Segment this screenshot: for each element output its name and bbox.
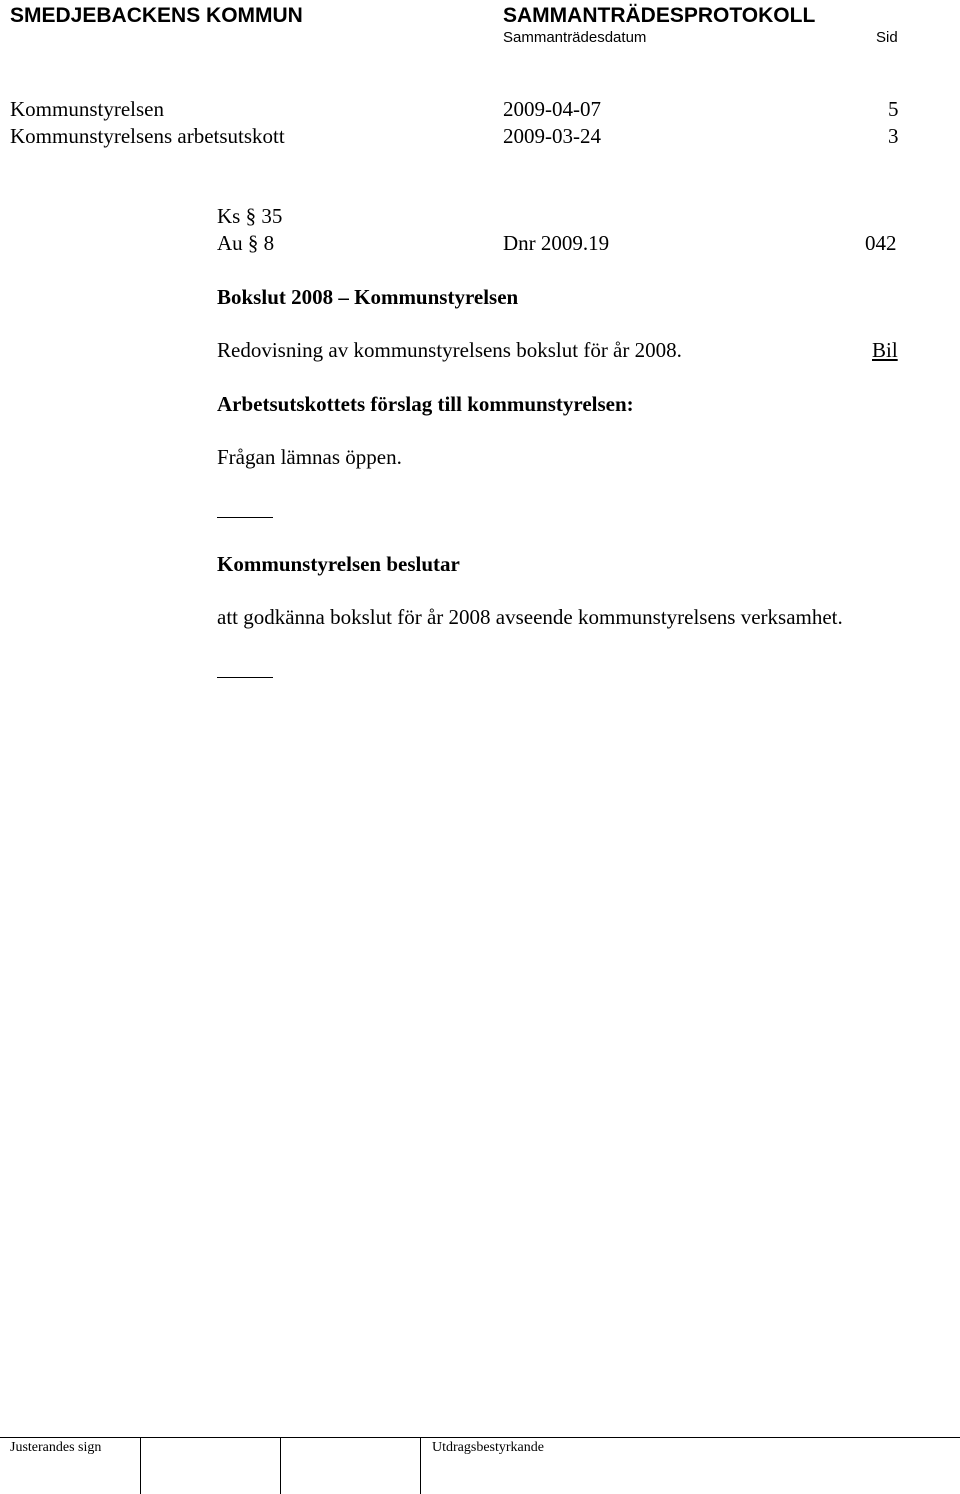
case-description: Redovisning av kommunstyrelsens bokslut för år 2008. [217, 338, 682, 362]
attachment-link[interactable]: Bil [872, 338, 898, 362]
footer-rule [0, 1437, 960, 1438]
proposal-heading: Arbetsutskottets förslag till kommunstyrelsen: [217, 392, 634, 416]
proposal-text: Frågan lämnas öppen. [217, 445, 402, 469]
ks-number: 35 [261, 204, 283, 228]
au-paragraph [217, 231, 274, 256]
document-type: SAMMANTRÄDESPROTOKOLL [503, 4, 816, 27]
section-sign: § [247, 231, 259, 255]
separator-rule [217, 517, 273, 518]
date-column-label: Sammanträdesdatum [503, 29, 647, 46]
au-prefix: Au [217, 231, 243, 255]
separator-rule [217, 677, 273, 678]
sign-label: Justerandes sign [10, 1440, 102, 1455]
meeting-date-2: 2009-03-24 [503, 124, 601, 148]
section-sign: § [245, 204, 257, 228]
au-number: 8 [263, 231, 275, 255]
footer-divider [280, 1438, 281, 1494]
municipality-name: SMEDJEBACKENS KOMMUN [10, 4, 303, 27]
meeting-body-2: Kommunstyrelsens arbetsutskott [10, 124, 285, 148]
ks-prefix: Ks [217, 204, 241, 228]
footer-divider [140, 1438, 141, 1494]
page-column-label: Sid [876, 29, 898, 46]
meeting-page-1: 5 [888, 97, 899, 121]
meeting-body-1: Kommunstyrelsen [10, 97, 164, 121]
diary-number: Dnr 2009.19 [503, 231, 610, 255]
ks-paragraph [217, 204, 282, 229]
decision-text: att godkänna bokslut för år 2008 avseende kommunstyrelsens verksamhet. [217, 605, 843, 629]
decision-heading: Kommunstyrelsen beslutar [217, 552, 460, 576]
case-title: Bokslut 2008 – Kommunstyrelsen [217, 285, 519, 309]
footer-divider [420, 1438, 421, 1494]
extract-label: Utdragsbestyrkande [432, 1440, 544, 1455]
meeting-date-1: 2009-04-07 [503, 97, 601, 121]
archive-code: 042 [865, 231, 897, 255]
meeting-page-2: 3 [888, 124, 899, 148]
